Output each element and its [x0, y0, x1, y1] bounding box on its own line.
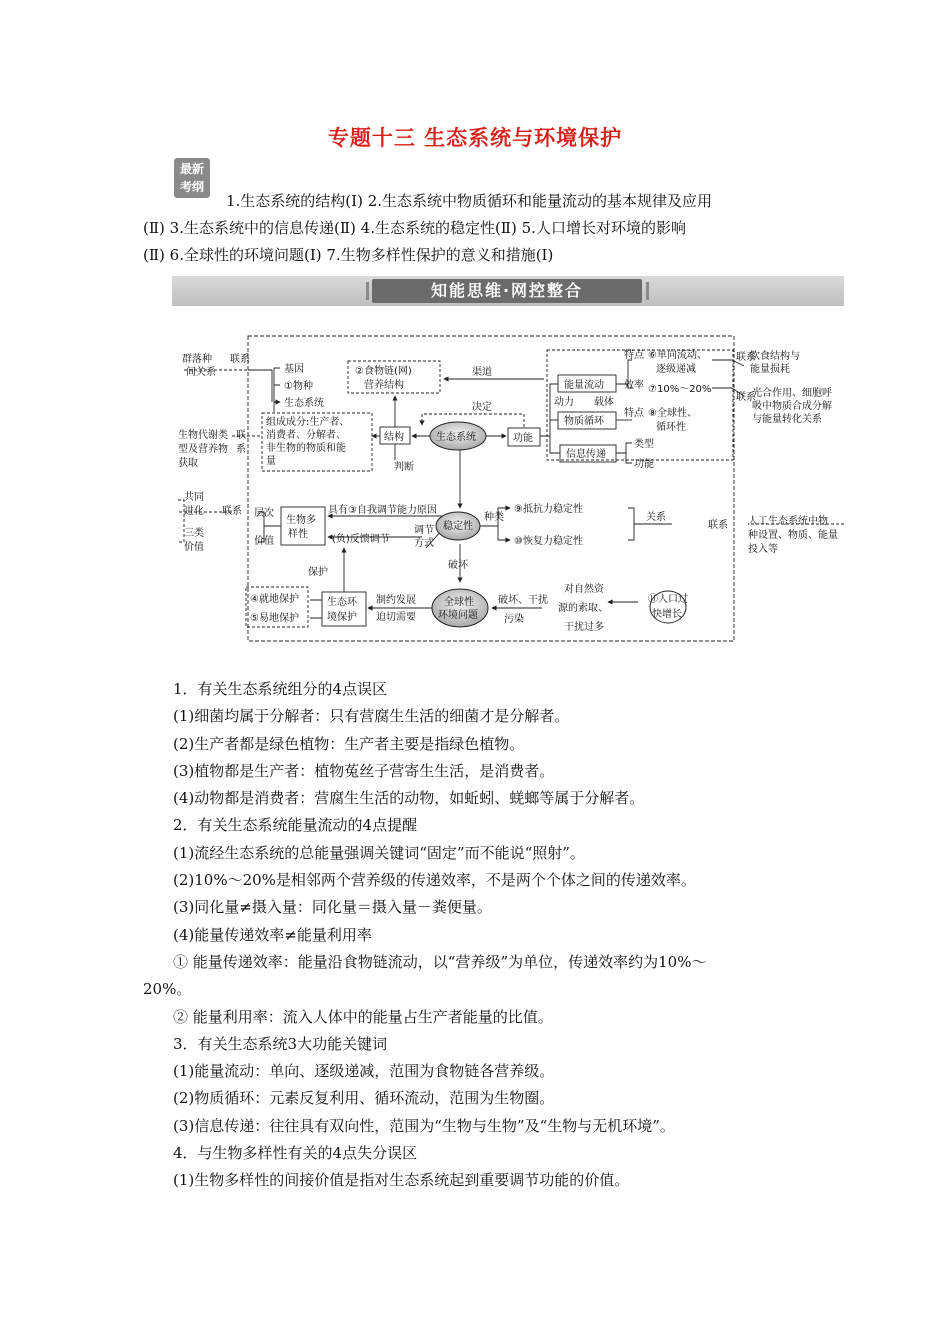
matter-text: 物质循环 — [564, 416, 604, 427]
pollution-text-1: 破坏、干扰 — [498, 595, 548, 606]
in-situ-text: ④就地保护 — [250, 594, 299, 605]
artificial-text-2: 种设置、物质、能量 — [748, 530, 838, 541]
metabolism-text-1: 生物代谢类 — [178, 430, 228, 441]
level-ecosystem: 生态系统 — [284, 398, 324, 409]
determine-text: 决定 — [472, 402, 492, 413]
section-banner — [172, 276, 844, 306]
global-issue-text-1: 全球性 — [444, 597, 474, 608]
photo-text-2: 吸中物质合成分解 — [752, 401, 832, 412]
photo-text-1: 光合作用、细胞呼 — [752, 388, 832, 399]
ex-situ-text: ⑤易地保护 — [250, 613, 299, 624]
env-protect-text-2: 境保护 — [327, 612, 357, 623]
note-line: ② 能量利用率：流入人体中的能量占生产者能量的比值。 — [173, 1007, 553, 1026]
coevolution-text-1: 共同 — [184, 492, 204, 503]
note-line: (3)信息传递：往往具有双向性，范围为“生物与生物”及“生物与无机环境”。 — [173, 1116, 675, 1135]
note-line: (4)能量传递效率≠能量利用率 — [173, 925, 372, 944]
neg-fb-text: (负)反馈调节 — [332, 534, 390, 545]
note-line: (4)动物都是消费者：营腐生生活的动物，如蚯蚓、蜣螂等属于分解者。 — [173, 789, 645, 808]
level-gene: 基因 — [284, 364, 304, 375]
note-line: (2)物质循环：元素反复利用、循环流动，范围为生物圈。 — [173, 1089, 555, 1108]
value-text: 价值 — [254, 536, 274, 547]
section-heading: 1．有关生态系统组分的4点误区 — [173, 680, 388, 698]
reg-mode-text-1: 调节 — [414, 525, 434, 536]
syllabus-outline — [143, 188, 843, 269]
energy-text: 能量流动 — [564, 380, 604, 391]
power-text: 动力 — [554, 397, 574, 408]
note-line: (3)同化量≠摄入量：同化量＝摄入量－粪便量。 — [173, 898, 492, 917]
self-reg-text: 具有③自我调节能力原因 — [328, 505, 437, 516]
note-line: (1)能量流动：单向、逐级递减，范围为食物链各营养级。 — [173, 1062, 555, 1081]
resist-text: ⑨抵抗力稳定性 — [514, 504, 583, 515]
relation-text: 关系 — [646, 512, 666, 523]
biodiversity-text-1: 生物多 — [286, 515, 316, 526]
right-link-1: 联系 — [736, 352, 756, 363]
concept-map — [172, 330, 844, 648]
note-line: (1)细菌均属于分解者：只有营腐生生活的细菌才是分解者。 — [173, 707, 570, 726]
note-line: (1)生物多样性的间接价值是指对生态系统起到重要调节功能的价值。 — [173, 1171, 630, 1190]
global-text: ⑧全球性、 — [648, 408, 697, 419]
restrict-text-1: 制约发展 — [376, 595, 416, 606]
link-text-1: 联系 — [230, 354, 250, 365]
one-way-text: ⑥单向流动、 — [648, 350, 707, 361]
components-text-2: 消费者、分解者、 — [266, 430, 346, 441]
global-issue-text-2: 环境问题 — [438, 610, 478, 621]
feature-text-1: 特点 — [624, 350, 644, 361]
components-text-1: 组成成分:生产者、 — [266, 417, 350, 428]
outline-line-2: (Ⅱ) 3.生态系统中的信息传递(Ⅱ) 4.生态系统的稳定性(Ⅱ) 5.人口增长对环境的影响 — [143, 219, 686, 237]
efficiency-text: 效率 — [624, 380, 644, 391]
pollution-text-2: 污染 — [504, 614, 524, 625]
note-line: 20%。 — [143, 980, 192, 999]
banner-title: 知能思维·网控整合 — [372, 279, 642, 303]
env-protect-text-1: 生态环 — [327, 597, 357, 608]
section-heading: 2．有关生态系统能量流动的4点提醒 — [173, 816, 418, 835]
badge-line-2: 考纲 — [179, 180, 204, 194]
note-line: (1)流经生态系统的总能量强调关键词“固定”而不能说“照射”。 — [173, 843, 585, 862]
global-issue-node — [432, 589, 488, 627]
link-text-3: 联系 — [222, 506, 242, 517]
note-line: (3)植物都是生产者：植物菟丝子营寄生生活，是消费者。 — [173, 761, 555, 780]
func2-text: 功能 — [634, 459, 654, 470]
components-text-3: 非生物的物质和能 — [266, 443, 346, 454]
three-values-text-2: 价值 — [184, 542, 204, 553]
info-text: 信息传递 — [566, 449, 606, 460]
channel-text: 渠道 — [472, 367, 492, 378]
artificial-text-1: 人工生态系统中物 — [748, 516, 828, 527]
outline-line-3: (Ⅱ) 6.全球性的环境问题(Ⅰ) 7.生物多样性保护的意义和措施(Ⅰ) — [143, 246, 554, 264]
biodiversity-text-2: 样性 — [288, 529, 308, 540]
notes-body — [143, 676, 843, 1195]
artificial-text-3: 投入等 — [748, 544, 778, 555]
banner-bar-right — [646, 282, 649, 300]
food-chain-text-1: ②食物链(网) — [355, 366, 412, 377]
link-text-2b: 系 — [236, 444, 246, 455]
decrease-text: 逐级递减 — [656, 364, 696, 375]
level-text: 层次 — [254, 508, 274, 519]
metabolism-text-2: 型及营养物 — [178, 444, 228, 455]
three-values-text-1: 三类 — [184, 528, 204, 539]
coevolution-text-2: 进化 — [184, 506, 204, 517]
resource-text-3: 干扰过多 — [564, 622, 604, 633]
note-line: (2)生产者都是绿色植物：生产者主要是指绿色植物。 — [173, 734, 525, 753]
carrier-text: 载体 — [594, 397, 614, 408]
components-text-4: 量 — [266, 456, 276, 467]
section-heading: 3．有关生态系统3大功能关键词 — [173, 1034, 388, 1053]
destroy-text: 破坏 — [448, 560, 468, 571]
page-title: 专题十三 生态系统与环境保护 — [327, 125, 623, 150]
judge-text: 判断 — [394, 462, 414, 473]
link-text-2a: 联 — [236, 430, 246, 441]
outline-line-1: 1.生态系统的结构(Ⅰ) 2.生态系统中物质循环和能量流动的基本规律及应用 — [226, 192, 713, 210]
ten-twenty-text: ⑦10%～20% — [648, 384, 712, 395]
resource-text-1: 对自然资 — [564, 584, 604, 595]
diet-text-2: 能量损耗 — [750, 364, 790, 375]
note-line: (2)10%～20%是相邻两个营养级的传递效率，不是两个个体之间的传递效率。 — [173, 871, 696, 890]
kind-text: 种类 — [484, 512, 504, 523]
protect-text: 保护 — [308, 567, 328, 578]
recover-text: ⑩恢复力稳定性 — [514, 536, 583, 547]
feature-text-2: 特点 — [624, 408, 644, 419]
stability-text: 稳定性 — [443, 521, 473, 532]
badge-line-1: 最新 — [179, 162, 204, 176]
diet-text-1: 饮食结构与 — [750, 351, 800, 362]
banner-bar-left — [366, 282, 369, 300]
section-heading: 4．与生物多样性有关的4点失分误区 — [173, 1144, 418, 1163]
right-link-3: 联系 — [708, 520, 728, 531]
metabolism-text-3: 获取 — [178, 458, 198, 469]
population-text-1: ⑪人口过 — [648, 594, 688, 605]
note-line: ① 能量传递效率：能量沿食物链流动，以“营养级”为单位，传递效率约为10%～ — [173, 952, 707, 971]
reg-mode-text-2: 方式 — [414, 538, 434, 549]
food-chain-text-2: 营养结构 — [364, 380, 404, 391]
community-text-2: 间关系 — [186, 367, 216, 378]
type-text: 类型 — [634, 439, 654, 450]
community-text-1: 群落种 — [182, 354, 212, 365]
photo-text-3: 与能量转化关系 — [752, 414, 822, 425]
level-species: ①物种 — [284, 381, 313, 392]
structure-text: 结构 — [384, 432, 404, 443]
right-link-2: 联系 — [736, 392, 756, 403]
cyclic-text: 循环性 — [656, 422, 686, 433]
restrict-text-2: 迫切需要 — [376, 612, 416, 623]
ecosystem-text: 生态系统 — [436, 432, 476, 443]
function-text: 功能 — [513, 433, 533, 444]
resource-text-2: 源的索取、 — [558, 603, 608, 614]
population-text-2: 快增长 — [652, 609, 682, 620]
